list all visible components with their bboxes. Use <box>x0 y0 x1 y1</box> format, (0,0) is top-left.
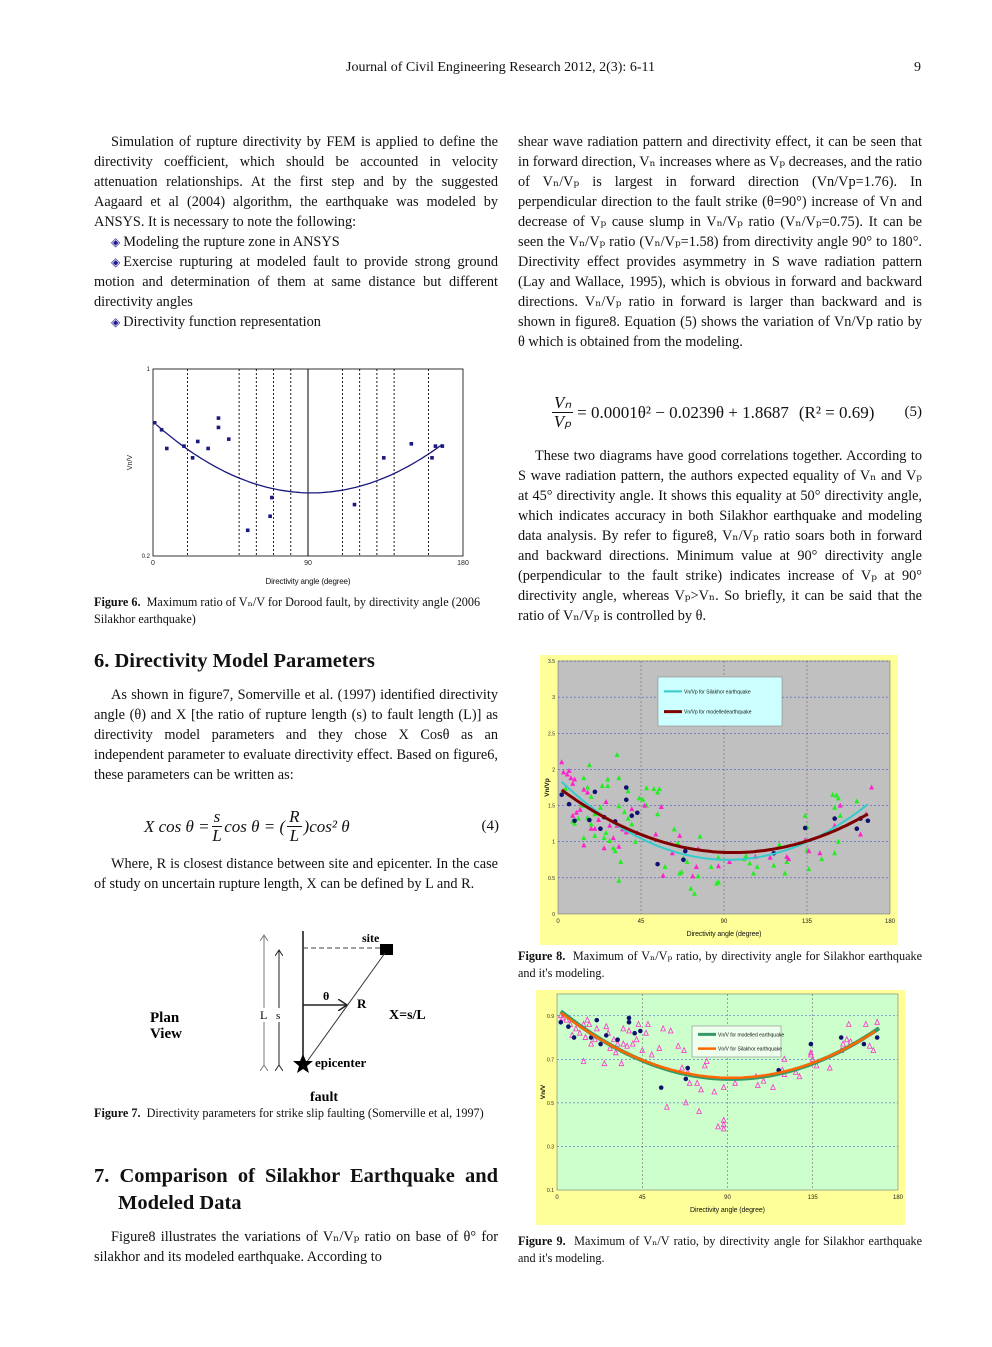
data-point <box>681 857 686 862</box>
figure-6-chart <box>120 360 480 592</box>
x-tick-label: 0 <box>151 560 155 567</box>
running-header: Journal of Civil Engineering Research 2012, 2(3): 6-11 <box>346 60 655 75</box>
data-point <box>196 440 200 444</box>
figure-8-chart <box>540 655 898 945</box>
data-point <box>227 437 231 441</box>
data-point <box>587 818 592 823</box>
x-tick-label: 45 <box>638 1195 646 1201</box>
eq-part: )cos² θ <box>303 816 350 836</box>
equation-number: (4) <box>481 818 499 834</box>
x-definition-label: X=s/L <box>389 1008 426 1023</box>
data-point <box>572 1035 577 1040</box>
data-point <box>803 826 808 831</box>
eq-part: cos θ = ( <box>224 816 286 836</box>
y-tick-label: 3 <box>552 695 555 702</box>
section-7-heading: 7. Comparison of Silakhor Earthquake and Modeled Data <box>94 1165 498 1214</box>
caption-text: Directivity parameters for strike slip faulting (Somerville et al, 1997) <box>146 1106 484 1120</box>
equation-number: (5) <box>904 404 922 420</box>
figure-9-chart <box>536 990 905 1225</box>
y-tick-label: 1 <box>552 839 555 846</box>
bullet-text: Modeling the rupture zone in ANSYS <box>123 234 340 250</box>
section-7 <box>94 1163 498 1267</box>
data-point <box>153 421 157 425</box>
data-point <box>430 456 434 460</box>
page-number: 9 <box>914 60 921 75</box>
data-point <box>246 528 250 532</box>
bullet-text: Exercise rupturing at modeled fault to provide strong ground motion and determination of them at same distance but different directivity angles <box>94 254 498 310</box>
data-point <box>593 790 598 795</box>
data-point <box>629 813 634 818</box>
caption-text: Maximum of Vₙ/V ratio, by directivity angle for Silakhor earthquake and it's modeling. <box>518 1234 922 1265</box>
data-point <box>217 426 221 430</box>
data-point <box>191 456 195 460</box>
data-point <box>604 1033 609 1038</box>
data-point <box>862 1042 867 1047</box>
data-point <box>559 792 564 797</box>
data-point <box>839 1035 844 1040</box>
data-point <box>206 447 210 451</box>
data-point <box>635 811 640 816</box>
data-point <box>683 849 688 854</box>
legend-box <box>658 677 782 726</box>
data-point <box>410 442 414 446</box>
data-point <box>566 1024 571 1029</box>
x-tick-label: 135 <box>807 1195 818 1201</box>
figure-7-caption <box>94 1105 498 1122</box>
legend-entry: Vn/Vp for Silakhor earthquake <box>684 689 751 696</box>
x-axis-label: Directivity angle (degree) <box>686 931 762 938</box>
data-point <box>572 818 577 823</box>
eq-part: (R² = 0.69) <box>798 402 875 422</box>
bullet-item <box>94 252 498 312</box>
where-paragraph: Where, R is closest distance between site and epicenter. In the case of study on uncertain rupture length, X can be defined by L and R. <box>94 856 498 892</box>
s-label: s <box>276 1010 281 1022</box>
where-block <box>94 854 498 894</box>
y-tick-label: 3.5 <box>548 659 555 665</box>
bullet-item <box>94 312 498 332</box>
x-tick-label: 135 <box>801 919 813 925</box>
y-axis-label: Vn/Vp <box>544 778 551 797</box>
data-point <box>353 503 357 507</box>
caption-label: Figure 7. <box>94 1106 141 1120</box>
y-tick-label: 0.2 <box>141 554 150 560</box>
equation-4 <box>144 808 499 845</box>
fraction-s-over-L <box>212 808 223 845</box>
y-tick-label: 0.9 <box>547 1013 554 1020</box>
site-marker <box>380 944 393 955</box>
x-tick-label: 0 <box>555 1195 559 1201</box>
data-point <box>558 1020 563 1025</box>
theta-label: θ <box>323 989 330 1003</box>
x-tick-label: 45 <box>637 919 645 925</box>
data-point <box>627 1020 632 1025</box>
y-tick-label: 1.5 <box>548 803 555 810</box>
fault-label: fault <box>310 1090 338 1105</box>
y-tick-label: 0.3 <box>547 1144 554 1151</box>
data-point <box>624 785 629 790</box>
right-paragraph-1: shear wave radiation pattern and directivity effect, it can be seen that in forward direction, Vₙ increases where as Vₚ decreases, and the ratio of Vₙ/Vₚ is largest in forward direction (Vn/Vp=1.76). In perpendicular direction to the fault strike (θ=90°) increase of Vn and decrease of Vₚ cause slump in Vₙ/Vₚ ratio (Vₙ/Vₚ=0.75). It can be seen the Vₙ/Vₚ ratio (Vₙ/Vₚ=1.58) from directivity angle 90° to 180°. Directivity effect provides asymmetry in S wave radiation pattern (Lay and Wallace, 1995), which is obvious in forward and backward directions. Vₙ/Vₚ ratio in forward is larger than backward and is shown in figure8. Equation (5) shows the variation of Vn/Vp ratio by θ which is obtained from the modeling. <box>518 134 922 350</box>
data-point <box>165 447 169 451</box>
figure-8-caption <box>518 948 922 982</box>
section-6 <box>94 648 498 785</box>
fraction-vn-over-vp <box>552 394 573 431</box>
data-point <box>268 514 272 518</box>
y-tick-label: 0.1 <box>547 1188 554 1194</box>
data-point <box>659 1085 664 1090</box>
data-point <box>270 496 274 500</box>
denominator: L <box>289 826 300 845</box>
eq-part: = 0.0001θ² − 0.0239θ + 1.8687 <box>577 402 789 422</box>
y-tick-label: 0 <box>552 912 555 918</box>
diamond-bullet-icon: ◈ <box>111 235 121 249</box>
right-block-1 <box>518 132 922 352</box>
caption-label: Figure 8. <box>518 949 566 963</box>
caption-label: Figure 9. <box>518 1234 566 1248</box>
y-tick-label: 0.5 <box>548 875 555 882</box>
section-6-paragraph: As shown in figure7, Somerville et al. (1997) identified directivity angle (θ) and X [the ratio of rupture length (s) to fault length (L)] as directivity model parameters and they chose X Cosθ as an independent parameter to evaluate directivity effect. Based on figure6, these parameters can be written as: <box>94 687 498 783</box>
caption-text: Maximum ratio of Vₙ/V for Dorood fault, by directivity angle (2006 Silakhor earthquake) <box>94 595 481 626</box>
left-intro-block <box>94 132 498 332</box>
data-point <box>434 444 438 448</box>
fraction-R-over-L <box>287 808 301 845</box>
data-point <box>598 826 603 831</box>
figure-7-diagram <box>140 925 460 1107</box>
L-label: L <box>260 1008 268 1022</box>
data-point <box>632 1031 637 1036</box>
data-point <box>627 1016 632 1021</box>
figure-6-caption <box>94 594 498 628</box>
diamond-bullet-icon: ◈ <box>111 315 121 329</box>
x-tick-label: 90 <box>724 1195 731 1201</box>
data-point <box>866 818 871 823</box>
denominator: L <box>212 826 222 845</box>
caption-text: Maximum of Vₙ/Vₚ ratio, by directivity angle for Silakhor earthquake and it's modeling. <box>518 949 922 980</box>
data-point <box>684 1077 689 1082</box>
data-point <box>382 456 386 460</box>
data-point <box>832 816 837 821</box>
numerator: R <box>289 807 300 826</box>
legend-entry: Vn/V for modelled earthquake <box>718 1032 785 1039</box>
data-point <box>685 1066 690 1071</box>
data-point <box>567 802 572 807</box>
x-tick-label: 0 <box>556 919 560 925</box>
eq-part: X cos θ = <box>144 816 210 836</box>
y-tick-label: 2.5 <box>548 731 555 738</box>
y-tick-label: 0.7 <box>547 1057 554 1064</box>
bullet-item <box>94 232 498 252</box>
numerator: Vₙ <box>554 393 572 412</box>
y-tick-label: 2 <box>552 767 555 774</box>
view-label: View <box>150 1026 182 1042</box>
series-points <box>153 416 444 532</box>
x-tick-label: 180 <box>892 1195 904 1201</box>
diamond-bullet-icon: ◈ <box>111 255 121 269</box>
right-block-2 <box>518 446 922 626</box>
y-axis-label: Vn/V <box>540 1084 547 1100</box>
data-point <box>855 826 860 831</box>
data-point <box>655 862 660 867</box>
intro-paragraph: Simulation of rupture directivity by FEM is applied to define the directivity coefficient, which should be accounted in velocity attenuation relationships. At the first step and by the suggested Aagaard et al (2004) algorithm, the earthquake was modeled by ANSYS. It is necessary to note the following: <box>94 134 498 230</box>
legend-entry: Vn/Vp for modelledearthquake <box>684 709 752 716</box>
denominator: Vₚ <box>553 412 572 431</box>
right-paragraph-2: These two diagrams have good correlations together. According to S wave radiation pattern, the authors expected equality of Vₙ and Vₚ at 45° directivity angle. It shows this equality at 50° directivity angle, which indicates accuracy in both Silakhor earthquake and modeling data analysis. By refer to figure8, Vₙ/Vₚ ratio soars both in forward and backward directions. Minimum value at 90° directivity angle (perpendicular to the fault strike) indicates increase of Vₚ at 90° directivity angle, whereas Vₚ>Vₙ. So briefly, it can be said that the ratio of Vₙ/Vₚ is controlled by θ. <box>518 448 922 624</box>
x-tick-label: 90 <box>720 919 728 925</box>
x-axis-label: Directivity angle (degree) <box>265 577 351 586</box>
data-point <box>809 1042 814 1047</box>
caption-label: Figure 6. <box>94 595 141 609</box>
data-point <box>624 797 629 802</box>
data-point <box>594 1018 599 1023</box>
bullet-text: Directivity function representation <box>123 314 321 330</box>
x-axis-label: Directivity angle (degree) <box>690 1207 765 1214</box>
trend-line-fit <box>156 425 442 493</box>
section-6-heading: 6. Directivity Model Parameters <box>94 650 375 672</box>
R-label: R <box>357 996 367 1011</box>
data-point <box>875 1035 880 1040</box>
equation-5 <box>550 394 922 431</box>
x-tick-label: 180 <box>457 560 469 567</box>
x-tick-label: 180 <box>884 919 896 925</box>
numerator: s <box>213 807 221 826</box>
y-axis-label: Vn/V <box>127 454 134 471</box>
data-point <box>615 1037 620 1042</box>
y-tick-label: 1 <box>146 367 150 373</box>
x-tick-label: 90 <box>304 560 312 567</box>
data-point <box>217 416 221 420</box>
site-label: site <box>362 931 380 945</box>
plan-label: Plan <box>150 1010 180 1026</box>
legend-entry: Vn/V for Silakhor earthquake <box>718 1046 782 1053</box>
figure-9-caption <box>518 1233 922 1267</box>
epicenter-label: epicenter <box>315 1055 367 1070</box>
section-7-paragraph: Figure8 illustrates the variations of Vₙ/Vₚ ratio on base of θ° for silakhor and its modeled earthquake. According to <box>94 1229 498 1265</box>
y-tick-label: 0.5 <box>547 1100 554 1107</box>
data-point <box>638 1029 643 1034</box>
distance-R-line <box>306 953 385 1063</box>
